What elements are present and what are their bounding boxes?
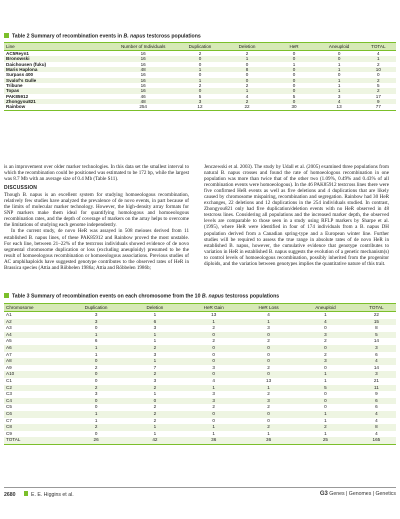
table-cell: 0: [212, 351, 215, 357]
table-cell: 1: [184, 319, 243, 326]
table-cell: 1: [176, 67, 223, 72]
table-cell: 2: [126, 411, 185, 418]
table-cell: 4: [212, 377, 215, 383]
table-cell: 2: [198, 51, 202, 56]
table-cell: 46: [140, 93, 146, 99]
table1-caption: Table 2 Summary of recombination events in B. napus testcross populations: [4, 33, 201, 40]
table-cell: 0: [243, 345, 294, 352]
table-cell: 13: [318, 104, 361, 110]
table-cell: 0: [184, 332, 243, 339]
table-cell: 2: [377, 61, 380, 67]
table-cell: 3: [153, 351, 157, 357]
table-row: [4, 319, 396, 326]
table-cell: Surpass 400: [6, 72, 34, 78]
table-cell: C5: [6, 404, 12, 410]
table-cell: 0: [337, 72, 341, 78]
table2-header-row: [4, 304, 396, 312]
table-cell: 3: [94, 312, 98, 317]
table-cell: C9: [6, 430, 12, 436]
paragraph: In the current study, de novo HeR was assayed in 508 meioses derived from 11 established B. napus lines, of these PAK85912 and Rainbow proved the most unstable. For each line, between 21–22% of the testcross individuals showed evidence of de novo segmental chromosome duplication or loss (excluding aneuploidy) presumed to be the result of homoeologous recombination or homoeologous associations. Previous studies of AC amphihaploids have suggested genotype contributes to the observed rates of HeR in Brassica species (Attia and Röbbelen 1986a; Attia and Röbbelen 1986b;: [4, 228, 189, 271]
column-header: Deletion: [224, 43, 271, 51]
table-cell: 3: [176, 99, 223, 104]
table-cell: 1: [294, 371, 357, 378]
table-row: [4, 365, 396, 372]
table-cell: AC5Reyn1: [6, 51, 29, 56]
table-cell: 25: [294, 437, 357, 444]
table-cell: 0: [324, 325, 327, 331]
table-cell: 3: [212, 364, 215, 370]
table-cell: 1: [153, 338, 157, 344]
table-cell: 1: [67, 411, 126, 418]
table-cell: 7: [153, 364, 157, 370]
table-cell: 4: [377, 51, 380, 56]
table-cell: 0: [184, 371, 243, 378]
table-cell: 4: [245, 93, 249, 99]
text-column-right: [204, 164, 389, 267]
running-authors: E. E. Higgins et al.: [31, 492, 74, 498]
table-cell: 1: [184, 424, 243, 431]
table-cell: 0: [294, 398, 357, 405]
table-cell: 10: [361, 67, 396, 72]
table-cell: 5: [198, 93, 202, 99]
table-cell: 6: [94, 338, 98, 344]
table-row: [4, 437, 396, 444]
table-cell: 2: [267, 364, 270, 370]
table-cell: 0: [94, 430, 98, 436]
table-cell: 22: [224, 104, 271, 110]
table-cell: 9: [361, 99, 396, 104]
column-header: Number of Individuals: [110, 43, 177, 51]
table-cell: 0: [243, 332, 294, 339]
table-cell: 0: [176, 56, 223, 61]
table-cell: 0: [224, 78, 271, 83]
table-cell: 0: [267, 417, 270, 423]
table-row: [4, 398, 396, 405]
table-cell: 0: [67, 358, 126, 365]
column-header: Chromosome: [4, 304, 67, 312]
table-cell: 2: [67, 385, 126, 392]
table-cell: 0: [126, 398, 185, 405]
table-cell: 3: [267, 325, 270, 331]
table-row: [4, 371, 396, 378]
table-cell: 3: [357, 345, 396, 352]
column-header: HeR: [271, 43, 318, 51]
table-cell: 2: [267, 391, 270, 397]
column-header: Aneuploid: [318, 43, 361, 51]
table-row: [4, 411, 396, 418]
table-cell: C6: [4, 411, 67, 418]
table-cell: 2: [267, 404, 270, 410]
table-cell: 2: [267, 338, 270, 344]
table-cell: Topas: [4, 88, 110, 93]
table-cell: 2: [198, 83, 202, 89]
table-cell: 6: [126, 319, 185, 326]
table-cell: 2: [212, 404, 215, 410]
table-cell: 0: [94, 377, 98, 383]
table-cell: 0: [243, 411, 294, 418]
table-cell: 254: [110, 104, 177, 110]
table-cell: 0: [198, 61, 202, 67]
table-cell: 1: [318, 78, 361, 83]
table-cell: 0: [271, 99, 318, 104]
table-cell: 1: [153, 312, 157, 317]
table-cell: 1: [324, 377, 327, 383]
table-cell: 16: [110, 88, 177, 93]
table-cell: 8: [375, 325, 378, 331]
table-cell: 2: [361, 88, 396, 93]
table-cell: 1: [153, 391, 157, 397]
table-cell: 0: [184, 345, 243, 352]
table2-caption: Table 3 Summary of recombination events on each chromosome from the 10 B. napus testcross populations: [4, 293, 279, 300]
table-cell: 2: [245, 51, 249, 56]
table-cell: 1: [67, 332, 126, 339]
table-row: [4, 345, 396, 352]
table-cell: 36: [184, 437, 243, 444]
column-header: TOTAL: [357, 304, 396, 312]
table-cell: 42: [126, 437, 185, 444]
table-cell: 3: [357, 371, 396, 378]
table-cell: A1: [6, 312, 12, 317]
table-cell: 0: [271, 88, 318, 93]
column-header: TOTAL: [361, 43, 396, 51]
table1-label: Table 2: [12, 33, 30, 40]
table-cell: 3: [67, 319, 126, 326]
table-row: [4, 385, 396, 392]
table-row: [4, 325, 396, 332]
table-cell: 1: [324, 430, 327, 436]
table-row: [4, 104, 396, 110]
table-cell: 1: [153, 430, 157, 436]
table-cell: 0: [243, 358, 294, 365]
table-cell: 14: [373, 364, 379, 370]
table-cell: A5: [6, 338, 12, 344]
table-cell: 5: [377, 83, 380, 89]
table-cell: 15: [357, 319, 396, 326]
table-cell: 5: [357, 332, 396, 339]
table-cell: 0: [67, 371, 126, 378]
table-cell: 0: [337, 51, 341, 56]
table-cell: 2: [361, 78, 396, 83]
table-cell: 0: [245, 61, 249, 67]
column-header: Deletion: [126, 304, 185, 312]
table-cell: 1: [294, 411, 357, 418]
table-cell: 4: [318, 99, 361, 104]
footer-marker-icon: [24, 491, 28, 496]
table-cell: 2: [212, 325, 215, 331]
table-row: [4, 332, 396, 339]
table-row: [4, 312, 396, 319]
journal-logo: G3 Genes | Genomes | Genetics: [319, 491, 396, 497]
table-cell: Bronowski: [4, 56, 110, 61]
table-cell: 1: [318, 88, 361, 93]
table-cell: 3: [294, 358, 357, 365]
table1-header-row: [4, 43, 396, 51]
table-cell: 0: [271, 67, 318, 72]
table-cell: 3: [94, 391, 98, 397]
table-cell: Daichousen (fuku): [6, 61, 47, 67]
table-cell: 2: [324, 351, 327, 357]
table-cell: 16: [110, 78, 177, 83]
table-cell: 48: [110, 99, 177, 104]
table-cell: 1: [94, 351, 98, 357]
table-cell: 0: [243, 371, 294, 378]
table-row: [4, 338, 396, 345]
table-cell: Zhongyou821: [4, 99, 110, 104]
table-cell: 2: [94, 364, 98, 370]
recombination-by-line-table: [4, 42, 396, 111]
table-cell: 1: [184, 385, 243, 392]
table-cell: 48: [110, 67, 177, 72]
table-cell: 3: [337, 93, 341, 99]
table-cell: 2: [153, 417, 157, 423]
table-cell: C8: [4, 424, 67, 431]
table-row: [4, 424, 396, 431]
table-cell: 1: [126, 424, 185, 431]
table-cell: 1: [94, 417, 98, 423]
column-header: Duplication: [176, 43, 223, 51]
table-cell: 0: [292, 51, 296, 56]
table-cell: 4: [375, 417, 378, 423]
table-cell: A3: [6, 325, 12, 331]
table-cell: 6: [375, 351, 378, 357]
table-cell: 26: [67, 437, 126, 444]
table-cell: 6: [357, 398, 396, 405]
table-cell: 11: [357, 385, 396, 392]
table-cell: 1: [361, 56, 396, 61]
table-cell: 1: [224, 56, 271, 61]
table-row: [4, 358, 396, 365]
table-cell: 1: [224, 88, 271, 93]
table-cell: PAK85912: [6, 93, 29, 99]
page-footer: [4, 487, 396, 500]
table-cell: 3: [184, 398, 243, 405]
column-header: HeR Gain: [184, 304, 243, 312]
table-cell: 1: [337, 83, 341, 89]
table-cell: 0: [267, 351, 270, 357]
table-cell: Tribune: [6, 83, 23, 89]
table-cell: 4: [357, 411, 396, 418]
table-cell: 13: [266, 377, 272, 383]
table-cell: Svalof's Gulle: [4, 78, 110, 83]
table-cell: 0: [318, 56, 361, 61]
table-cell: 1: [126, 358, 185, 365]
table-cell: 8: [224, 67, 271, 72]
page-number: 2680: [4, 492, 16, 498]
table-cell: C1: [6, 377, 12, 383]
paragraph: Though B. napus is an excellent system for studying homoeologous recombination, relatively few studies have analyzed the prevalence of de novo events, in part because of the limits of molecular marker technology. However, the high-density array formats for SNP markers make them ideal for quantifying homologous and homoeologous recombination rates, and the depth of coverage of markers on the array helps to overcome the limitations of studying each genome independently.: [4, 192, 189, 229]
table-cell: A4: [4, 332, 67, 339]
table-cell: 1: [337, 61, 341, 67]
table-cell: 1: [67, 345, 126, 352]
column-header: Aneuploid: [294, 304, 357, 312]
table-cell: C7: [6, 417, 12, 423]
table-cell: 5: [292, 93, 296, 99]
table-cell: 16: [110, 56, 177, 61]
column-header: Line: [4, 43, 110, 51]
table-cell: 16: [140, 51, 146, 56]
table-cell: 1: [243, 385, 294, 392]
section-heading: DISCUSSION: [4, 185, 38, 192]
table-cell: 16: [140, 72, 146, 78]
table-cell: 0: [377, 72, 380, 78]
table-row: [4, 391, 396, 398]
table-cell: 0: [271, 56, 318, 61]
table-cell: 0: [212, 417, 215, 423]
table-cell: A7: [6, 351, 12, 357]
table-cell: 3: [153, 377, 157, 383]
table-cell: Rainbow: [4, 104, 110, 110]
caption-marker-icon: [4, 293, 9, 298]
table-cell: A2: [4, 319, 67, 326]
table2-label: Table 3: [12, 293, 30, 300]
table-cell: 1: [126, 332, 185, 339]
table-cell: 16: [140, 83, 146, 89]
table-cell: A9: [6, 364, 12, 370]
table-cell: 0: [94, 404, 98, 410]
table-cell: 0: [271, 78, 318, 83]
table-cell: 77: [361, 104, 396, 110]
table-cell: 14: [373, 338, 379, 344]
table-cell: 2: [245, 83, 249, 89]
table-cell: 2: [294, 424, 357, 431]
table-cell: A6: [4, 345, 67, 352]
table-cell: 165: [357, 437, 396, 444]
table-cell: 0: [176, 88, 223, 93]
table-cell: 1: [212, 430, 215, 436]
text-column-left: [4, 164, 189, 271]
table-cell: 0: [324, 391, 327, 397]
table-cell: 2: [126, 371, 185, 378]
table-cell: C2: [4, 385, 67, 392]
table-cell: 22: [373, 312, 379, 317]
table-cell: 1: [318, 67, 361, 72]
table-cell: 2: [212, 338, 215, 344]
table-cell: Maris Haplona: [4, 67, 110, 72]
table-cell: C3: [6, 391, 12, 397]
table-cell: C4: [4, 398, 67, 405]
table-cell: 1: [324, 417, 327, 423]
table-cell: 2: [126, 345, 185, 352]
table-cell: 36: [243, 437, 294, 444]
table-cell: 1: [324, 312, 327, 317]
table-cell: 2: [67, 424, 126, 431]
table-cell: 0: [198, 72, 202, 78]
table-row: [4, 431, 396, 438]
table-cell: 30: [271, 104, 318, 110]
table-cell: 12: [176, 104, 223, 110]
table-cell: 1: [176, 78, 223, 83]
table-cell: 3: [153, 325, 157, 331]
table-cell: 0: [67, 398, 126, 405]
table-cell: 8: [357, 424, 396, 431]
table-cell: 9: [375, 391, 378, 397]
table-cell: 2: [224, 99, 271, 104]
table-cell: 1: [267, 430, 270, 436]
table-row: [4, 404, 396, 411]
table-cell: 3: [212, 391, 215, 397]
table-cell: 0: [294, 345, 357, 352]
table-row: [4, 352, 396, 359]
table-row: [4, 418, 396, 425]
paragraph: is an improvement over older marker technologies. In this data set the smallest interval to which the recombination could be positioned was estimated to be 172 bp, while the largest was 8.7 Mb with an average size of 0.4 Mb (Table S11).: [4, 164, 189, 183]
table-cell: 13: [211, 312, 217, 317]
table-cell: 4: [267, 312, 270, 317]
table-cell: 0: [292, 83, 296, 89]
table-cell: 1: [243, 319, 294, 326]
table-cell: 4: [294, 319, 357, 326]
table-cell: 2: [324, 338, 327, 344]
table-cell: 5: [294, 385, 357, 392]
table-cell: 3: [294, 332, 357, 339]
table-cell: 0: [184, 411, 243, 418]
table-cell: 0: [324, 404, 327, 410]
column-header: Duplication: [67, 304, 126, 312]
table-cell: 0: [94, 325, 98, 331]
recombination-by-chromosome-table: [4, 303, 396, 445]
table-cell: 16: [140, 61, 146, 67]
table-cell: A10: [4, 371, 67, 378]
table-cell: 4: [357, 358, 396, 365]
table-cell: A8: [4, 358, 67, 365]
column-header: HeR Loss: [243, 304, 294, 312]
table-cell: TOTAL: [4, 437, 67, 444]
table-cell: 0: [184, 358, 243, 365]
paragraph: Jenczewski et al. 2003). The study by Udall et al. (2005) examined three populations from natural B. napus crosses and found the rate of homoeologous recombination in one population was more than twice that of the other two (1.09%, 0.49% and 0.43% of all recombination events were homoeologous). In the 46 PAK85912 testcross lines there were five confirmed HeR events as well as five deletions and 4 duplications that are likely caused by chromosome mispairing, recombination and segregation. Rainbow had 30 HeR exchanges, 22 deletions and 12 duplications in the 254 individuals studied. In contrast, Zhongyou821 only had five duplication/deletion events with no HeR observed in 48 testcross lines. Considering all populations and the increased marker depth, the observed levels are comparable to those seen in a study using RFLP markers by Sharpe et al. (1995), where HeR were identified in four of 174 individuals from a B. napus DH population derived from a Canadian spring-type and a European winter line. Further studies will be required to assess the true range in absolute rates of de novo HeR in established B. napus, however, the cumulative evidence that genotype contributes to variation in HeR in established B. napus suggests the evolution of a genetic mechanism(s) to control levels of homoeologous recombination, possibly inherited from the progenitor diploids, and the variation between genotypes implies the quantitative nature of this trait.: [204, 164, 389, 267]
caption-marker-icon: [4, 33, 9, 38]
table-cell: 1: [292, 61, 296, 67]
table-cell: 17: [375, 93, 381, 99]
table-cell: 0: [292, 72, 296, 78]
table-cell: 6: [375, 404, 378, 410]
table-cell: 0: [245, 72, 249, 78]
table-cell: 3: [243, 398, 294, 405]
table-cell: 4: [375, 430, 378, 436]
table-cell: 0: [324, 364, 327, 370]
table-row: [4, 378, 396, 385]
table-cell: 2: [153, 404, 157, 410]
table-cell: 2: [243, 424, 294, 431]
table-cell: 2: [126, 385, 185, 392]
table-cell: 21: [373, 377, 379, 383]
